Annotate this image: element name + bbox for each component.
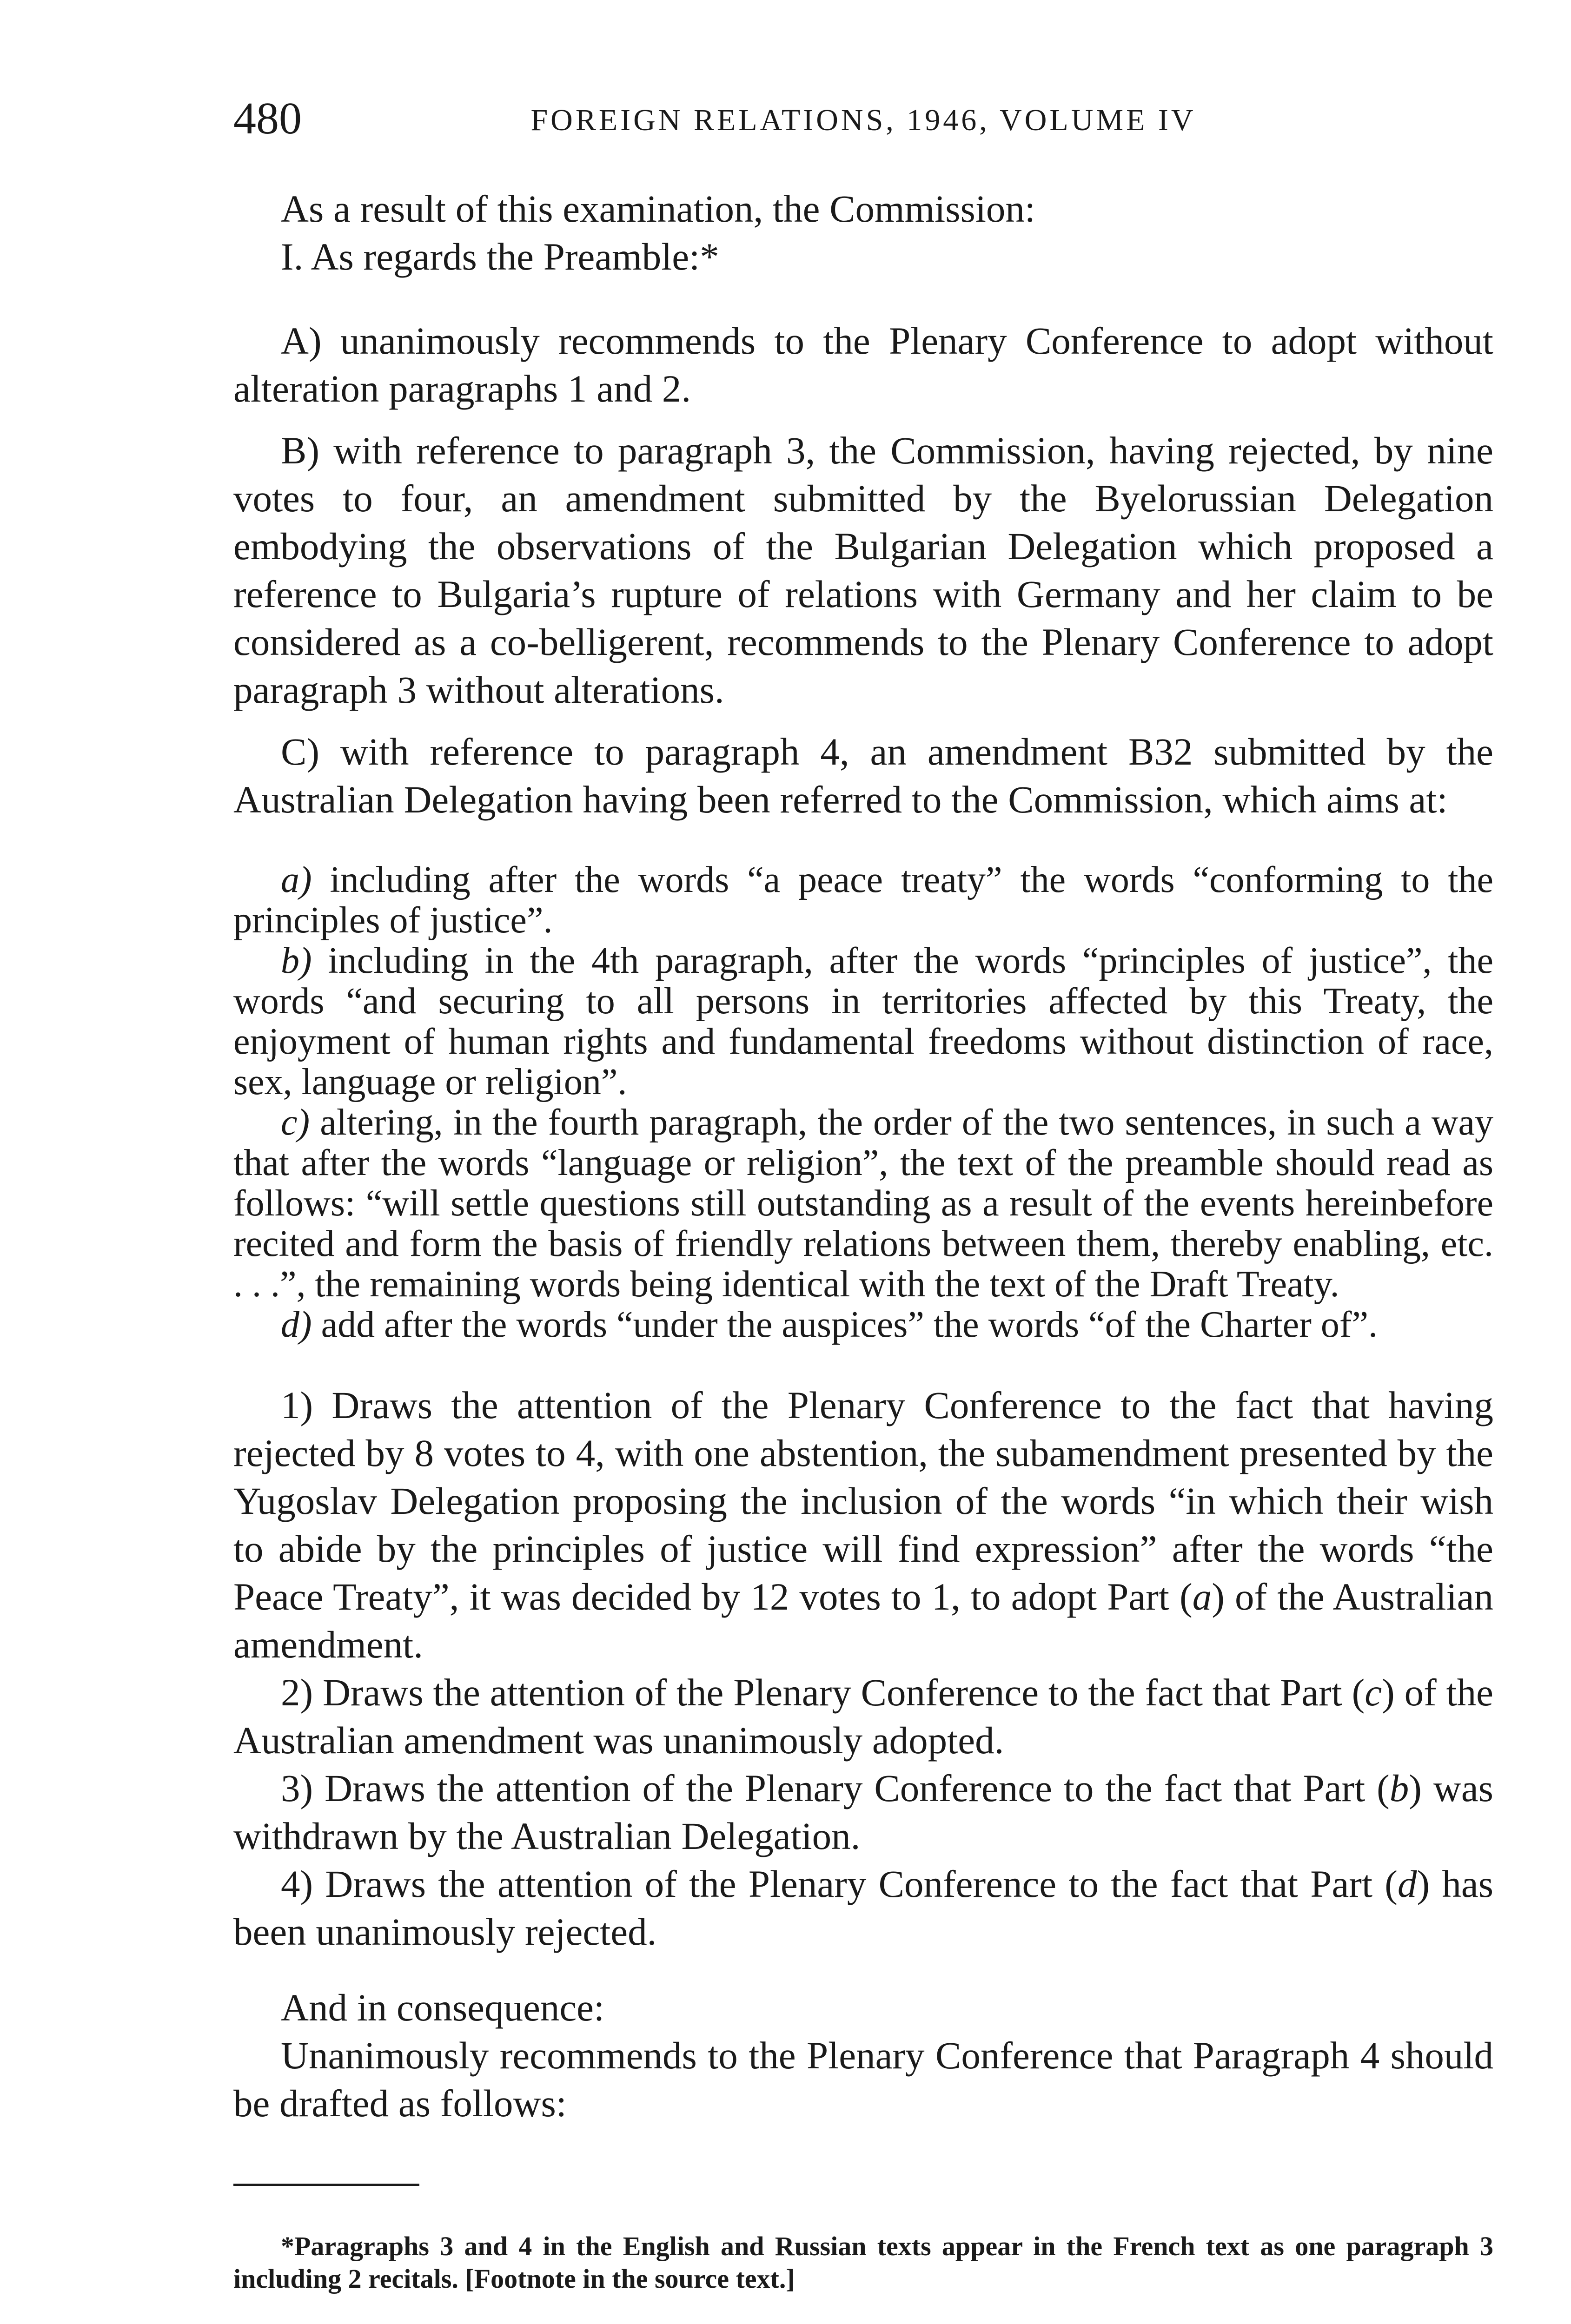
running-head: FOREIGN RELATIONS, 1946, VOLUME IV <box>530 103 1196 137</box>
paragraph-preamble-heading: I. As regards the Preamble:* <box>281 235 719 278</box>
paragraph-c: C) with reference to paragraph 4, an amendment B32 submitted by the Australian Delegation having been referred to the Commission, which aims at: <box>233 730 1493 821</box>
page-number: 480 <box>233 93 302 144</box>
footnote: *Paragraphs 3 and 4 in the English and Russian texts appear in the French text as one paragraph 3 including 2 recitals. [Footnote in the source text.] <box>233 2231 1493 2294</box>
point-4-text-end: ) has been unanimously rejected. <box>233 1862 1493 1953</box>
body-text <box>233 185 1493 2127</box>
amendment-item-a <box>233 860 1493 941</box>
amendment-item-b <box>233 941 1493 1103</box>
amendment-text-d: add after the words “under the auspices” the words “of the Charter of”. <box>321 1304 1378 1345</box>
amendment-item-d <box>233 1305 1493 1345</box>
point-3-text-end: ) was withdrawn by the Australian Delegation. <box>233 1767 1493 1857</box>
paragraph-consequence: And in consequence: <box>281 1986 605 2029</box>
paragraph-point-1 <box>233 1381 1493 1669</box>
point-4-text-start: 4) Draws the attention of the Plenary Conference to the fact that Part ( <box>281 1862 1398 1905</box>
point-2-part-label: c <box>1365 1671 1382 1714</box>
point-1-text-start: 1) Draws the attention of the Plenary Conference to the fact that having rejected by 8 votes to 4, with one abstention, the subamendment presented by the Yugoslav Delegation proposing the inclusion of the words “in which their wish to abide by the principles of justice will find expression” after the words “the Peace Treaty”, it was decided by 12 votes to 1, to adopt Part ( <box>233 1384 1493 1618</box>
point-4-part-label: d <box>1397 1862 1417 1905</box>
paragraph-b: B) with reference to paragraph 3, the Commission, having rejected, by nine votes to four, an amendment submitted by the Byelorussian Delegation embodying the observations of the Bulgarian Delegation which proposed a reference to Bulgaria’s rupture of relations with Germany and her claim to be considered as a co-belligerent, recommends to the Plenary Conference to adopt paragraph 3 without alterations. <box>233 429 1493 711</box>
paragraph-a: A) unanimously recommends to the Plenary Conference to adopt without alteration paragraphs 1 and 2. <box>233 319 1493 410</box>
point-1-part-label: a <box>1192 1575 1212 1618</box>
page-header <box>233 93 1493 144</box>
point-1-text-end: ) of the Australian amendment. <box>233 1575 1494 1666</box>
point-2-text-start: 2) Draws the attention of the Plenary Conference to the fact that Part ( <box>281 1671 1365 1714</box>
point-3-text-start: 3) Draws the attention of the Plenary Conference to the fact that Part ( <box>281 1767 1390 1809</box>
amendment-label-d: d) <box>281 1304 312 1345</box>
paragraph-recommendation: Unanimously recommends to the Plenary Conference that Paragraph 4 should be drafted as follows: <box>233 2034 1493 2125</box>
paragraph-point-2 <box>233 1669 1493 1764</box>
amendment-text-b: including in the 4th paragraph, after the words “principles of justice”, the words “and securing to all persons in territories affected by this Treaty, the enjoyment of human rights and fundamental freedoms without distinction of race, sex, language or religion”. <box>233 940 1494 1103</box>
amendment-label-b: b) <box>281 940 312 981</box>
amendment-text-a: including after the words “a peace treaty” the words “conforming to the principles of justice”. <box>233 859 1494 941</box>
point-3-part-label: b <box>1389 1767 1409 1809</box>
point-2-text-end: ) of the Australian amendment was unanimously adopted. <box>233 1671 1493 1762</box>
amendment-list <box>233 860 1493 1345</box>
paragraph-point-4 <box>233 1860 1493 1956</box>
paragraph-point-3 <box>233 1764 1493 1860</box>
amendment-label-c: c) <box>281 1102 310 1143</box>
footnote-divider <box>233 2184 419 2186</box>
paragraph-intro: As a result of this examination, the Commission: <box>281 187 1035 230</box>
amendment-text-c: altering, in the fourth paragraph, the order of the two sentences, in such a way that after the words “language or religion”, the text of the preamble should read as follows: “will settle questions still outstanding as a result of the events hereinbefore recited and form the basis of friendly relations between them, thereby enabling, etc. . . .”, the remaining words being identical with the text of the Draft Treaty. <box>233 1102 1494 1305</box>
amendment-item-c <box>233 1103 1493 1305</box>
amendment-label-a: a) <box>281 859 312 900</box>
